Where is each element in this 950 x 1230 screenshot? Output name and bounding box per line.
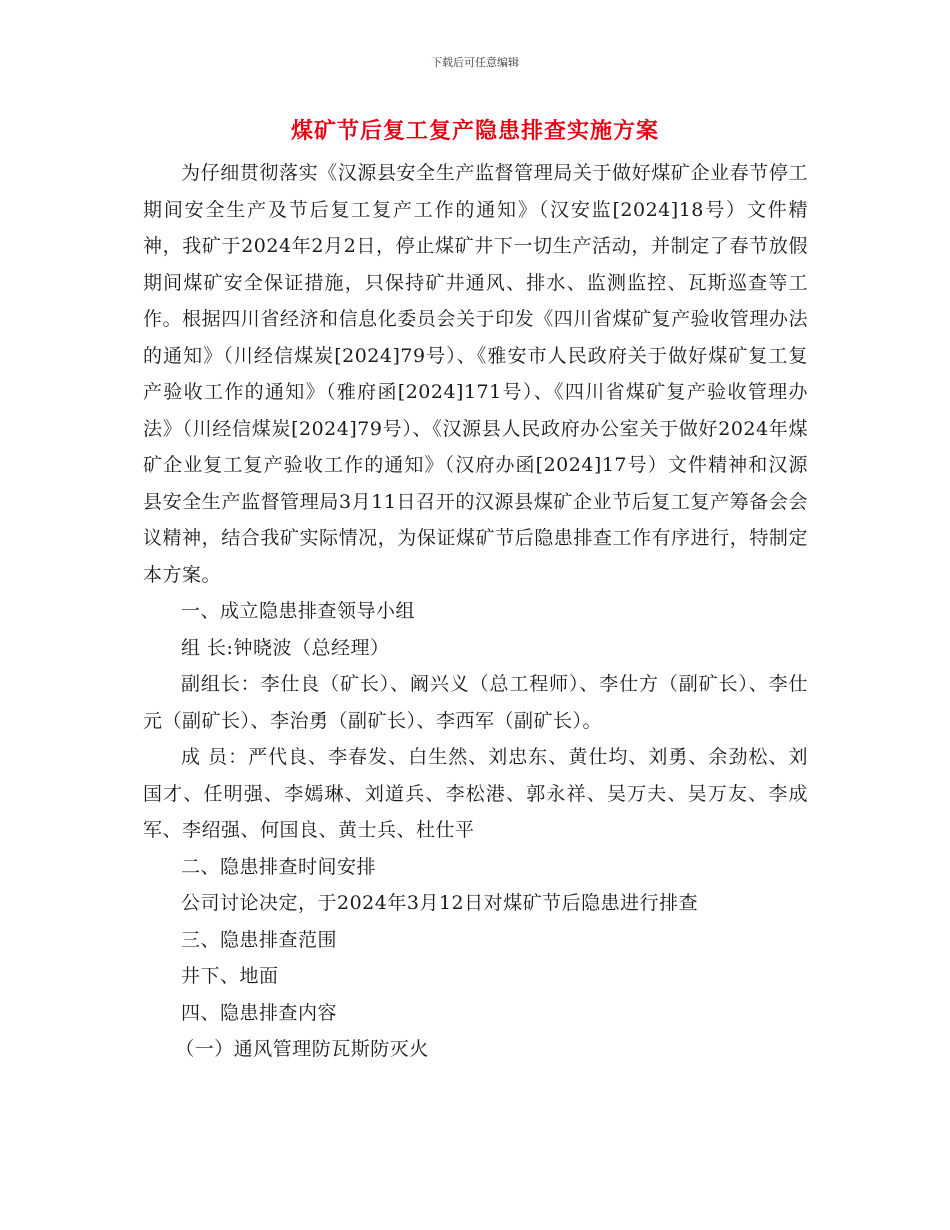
header-note: 下载后可任意编辑 xyxy=(431,56,519,69)
section-heading-scope: 三、隐患排查范围 xyxy=(181,928,338,951)
group-leader-line: 组 长:钟晓波（总经理） xyxy=(181,636,390,659)
section-heading-leadership-group: 一、成立隐患排查领导小组 xyxy=(181,600,416,622)
members-paragraph: 成 员：严代良、李春发、白生然、刘忠东、黄仕均、刘勇、余劲松、刘国才、任明强、李嫣琳、刘道兵、李松港、郭永祥、吴万夫、吴万友、李成军、李绍强、何国良、黄士兵、杜仕平 xyxy=(143,746,808,841)
scope-body: 井下、地面 xyxy=(181,965,279,987)
document-body xyxy=(143,155,808,1068)
subsection-heading-ventilation: （一）通风管理防瓦斯防灭火 xyxy=(175,1038,429,1060)
schedule-body: 公司讨论决定，于2024年3月12日对煤矿节后隐患进行排查 xyxy=(181,892,699,914)
section-heading-content: 四、隐患排查内容 xyxy=(181,1001,338,1024)
deputy-leaders-paragraph: 副组长：李仕良（矿长）、阚兴义（总工程师）、李仕方（副矿长）、李仕元（副矿长）、李治勇（副矿长）、李西军（副矿长）。 xyxy=(143,673,808,732)
document-title: 煤矿节后复工复产隐患排查实施方案 xyxy=(290,119,659,144)
section-heading-schedule: 二、隐患排查时间安排 xyxy=(181,855,377,878)
intro-paragraph: 为仔细贯彻落实《汉源县安全生产监督管理局关于做好煤矿企业春节停工期间安全生产及节后复工复产工作的通知》（汉安监[2024]18号）文件精神，我矿于2024年2月2日，停止煤矿井下一切生产活动，并制定了春节放假期间煤矿安全保证措施，只保持矿井通风、排水、监测监控、瓦斯巡查等工作。根据四川省经济和信息化委员会关于印发《四川省煤矿复产验收管理办法的通知》（川经信煤炭[2024]79号）、《雅安市人民政府关于做好煤矿复工复产验收工作的通知》（雅府函[2024]171号）、《四川省煤矿复产验收管理办法》（川经信煤炭[2024]79号）、《汉源县人民政府办公室关于做好2024年煤矿企业复工复产验收工作的通知》（汉府办函[2024]17号）文件精神和汉源县安全生产监督管理局3月11日召开的汉源县煤矿企业节后复工复产筹备会会议精神，结合我矿实际情况，为保证煤矿节后隐患排查工作有序进行，特制定本方案。 xyxy=(143,162,808,586)
